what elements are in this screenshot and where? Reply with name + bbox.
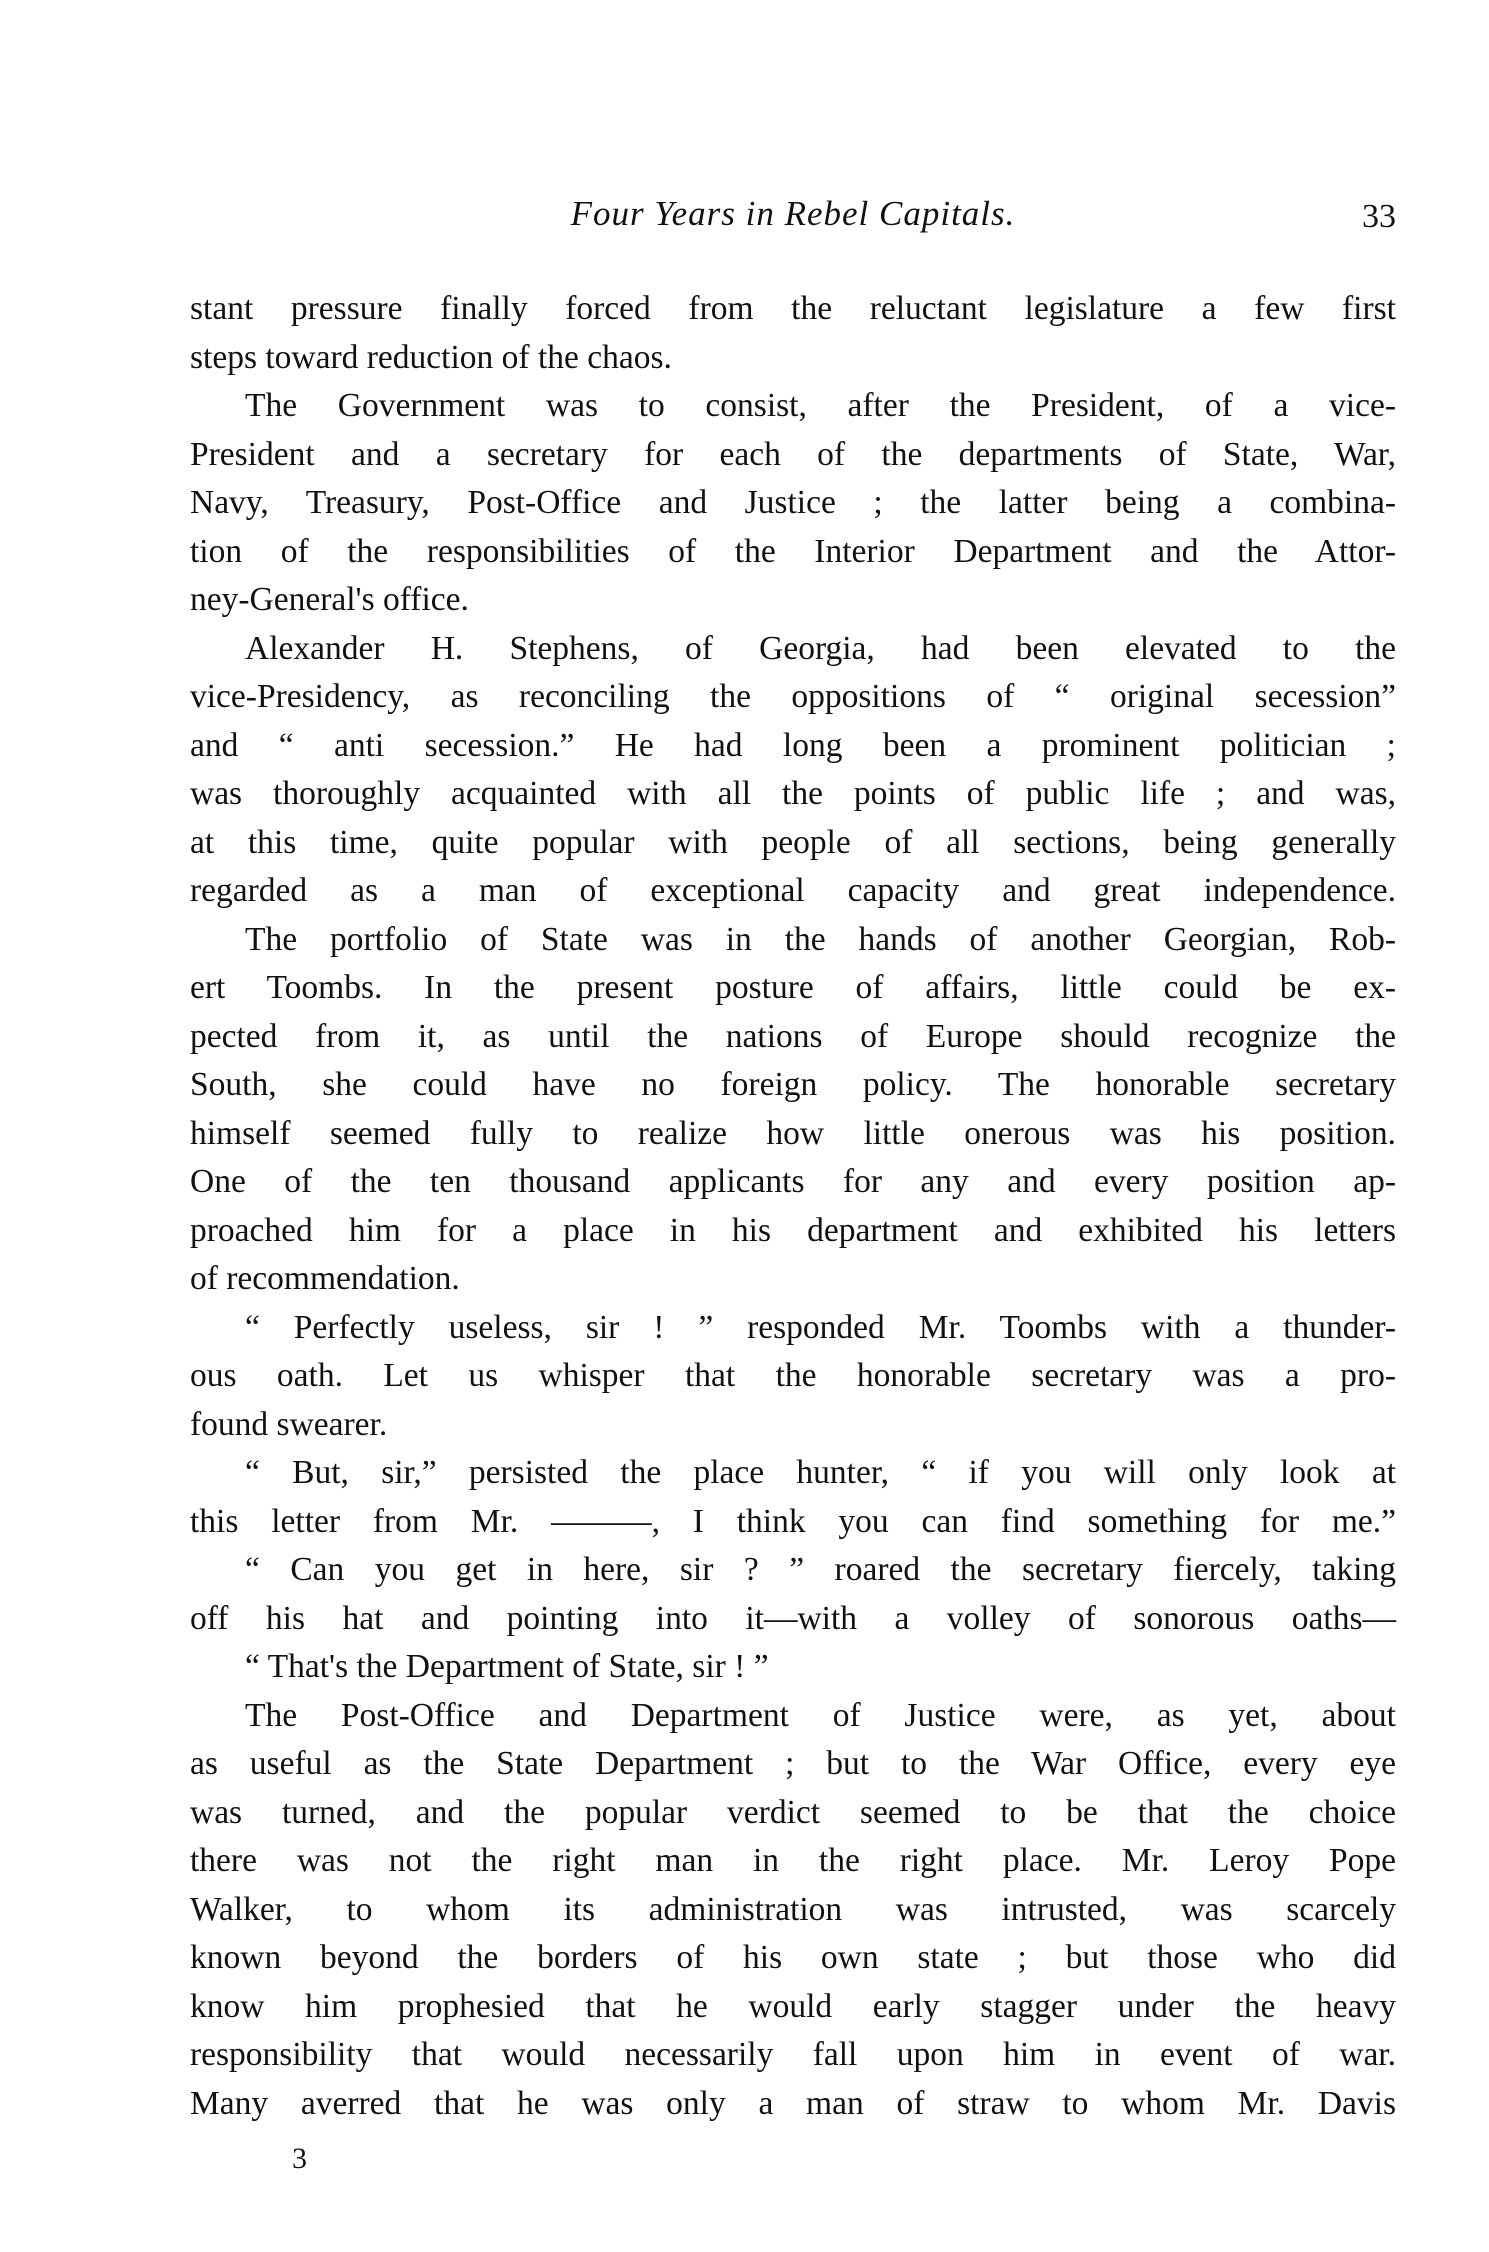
text-line: One of the ten thousand applicants for any and every position ap- <box>190 1163 1396 1200</box>
text-line: found swearer. <box>190 1405 388 1443</box>
text-line: South, she could have no foreign policy. The honorable secretary <box>190 1066 1396 1103</box>
body-text <box>190 285 1396 2128</box>
paragraph-first-line: The Government was to consist, after the President, of a vice- <box>245 387 1396 424</box>
text-line: of recommendation. <box>190 1260 460 1297</box>
text-line: and “ anti secession.” He had long been a prominent politician ; <box>190 726 1396 764</box>
text-line: ert Toombs. In the present posture of affairs, little could be ex- <box>190 969 1396 1006</box>
text-line: responsibility that would necessarily fall upon him in event of war. <box>190 2036 1396 2073</box>
text-line: Navy, Treasury, Post-Office and Justice ; the latter being a combina- <box>190 484 1396 521</box>
text-line: this letter from Mr. ———, I think you can find something for me.” <box>190 1502 1396 1540</box>
paragraph-first-line: The Post-Office and Department of Justice were, as yet, about <box>245 1696 1396 1734</box>
text-line: there was not the right man in the right place. Mr. Leroy Pope <box>190 1842 1396 1879</box>
text-line: steps toward reduction of the chaos. <box>190 338 672 376</box>
text-line: know him prophesied that he would early stagger under the heavy <box>190 1987 1396 2025</box>
text-line: tion of the responsibilities of the Interior Department and the Attor- <box>190 532 1396 570</box>
paragraph-first-line: The portfolio of State was in the hands of another Georgian, Rob- <box>245 920 1396 958</box>
running-header <box>190 190 1396 240</box>
text-line: President and a secretary for each of the departments of State, War, <box>190 435 1396 473</box>
text-line: stant pressure finally forced from the reluctant legislature a few first <box>190 290 1396 327</box>
text-line: vice-Presidency, as reconciling the oppositions of “ original secession” <box>190 678 1396 715</box>
text-line: was thoroughly acquainted with all the points of public life ; and was, <box>190 775 1396 812</box>
text-line: Walker, to whom its administration was intrusted, was scarcely <box>190 1890 1396 1928</box>
text-line: ous oath. Let us whisper that the honorable secretary was a pro- <box>190 1357 1396 1394</box>
text-line: pected from it, as until the nations of Europe should recognize the <box>190 1017 1396 1055</box>
paragraph-first-line: “ Can you get in here, sir ? ” roared the secretary fiercely, taking <box>245 1551 1396 1588</box>
text-line: proached him for a place in his department and exhibited his letters <box>190 1211 1396 1249</box>
text-line: ney-General's office. <box>190 581 469 618</box>
text-line: himself seemed fully to realize how little onerous was his position. <box>190 1114 1396 1152</box>
text-line: regarded as a man of exceptional capacity and great independence. <box>190 872 1396 909</box>
paragraph-first-line: “ Perfectly useless, sir ! ” responded Mr. Toombs with a thunder- <box>245 1308 1396 1346</box>
text-line: as useful as the State Department ; but to the War Office, every eye <box>190 1745 1396 1782</box>
signature-mark: 3 <box>292 2142 307 2175</box>
text-line: at this time, quite popular with people of all sections, being generally <box>190 823 1396 861</box>
text-line: known beyond the borders of his own state ; but those who did <box>190 1939 1396 1976</box>
running-title: Four Years in Rebel Capitals. <box>570 194 1016 233</box>
text-line: off his hat and pointing into it—with a volley of sonorous oaths— <box>190 1599 1396 1637</box>
paragraph-first-line: Alexander H. Stephens, of Georgia, had been elevated to the <box>245 629 1396 667</box>
paragraph-first-line: “ That's the Department of State, sir ! ” <box>245 1648 769 1685</box>
text-line: was turned, and the popular verdict seemed to be that the choice <box>190 1793 1396 1831</box>
page-number: 33 <box>1362 198 1396 235</box>
text-line: Many averred that he was only a man of straw to whom Mr. Davis <box>190 2084 1396 2122</box>
paragraph-first-line: “ But, sir,” persisted the place hunter, “ if you will only look at <box>245 1454 1396 1491</box>
